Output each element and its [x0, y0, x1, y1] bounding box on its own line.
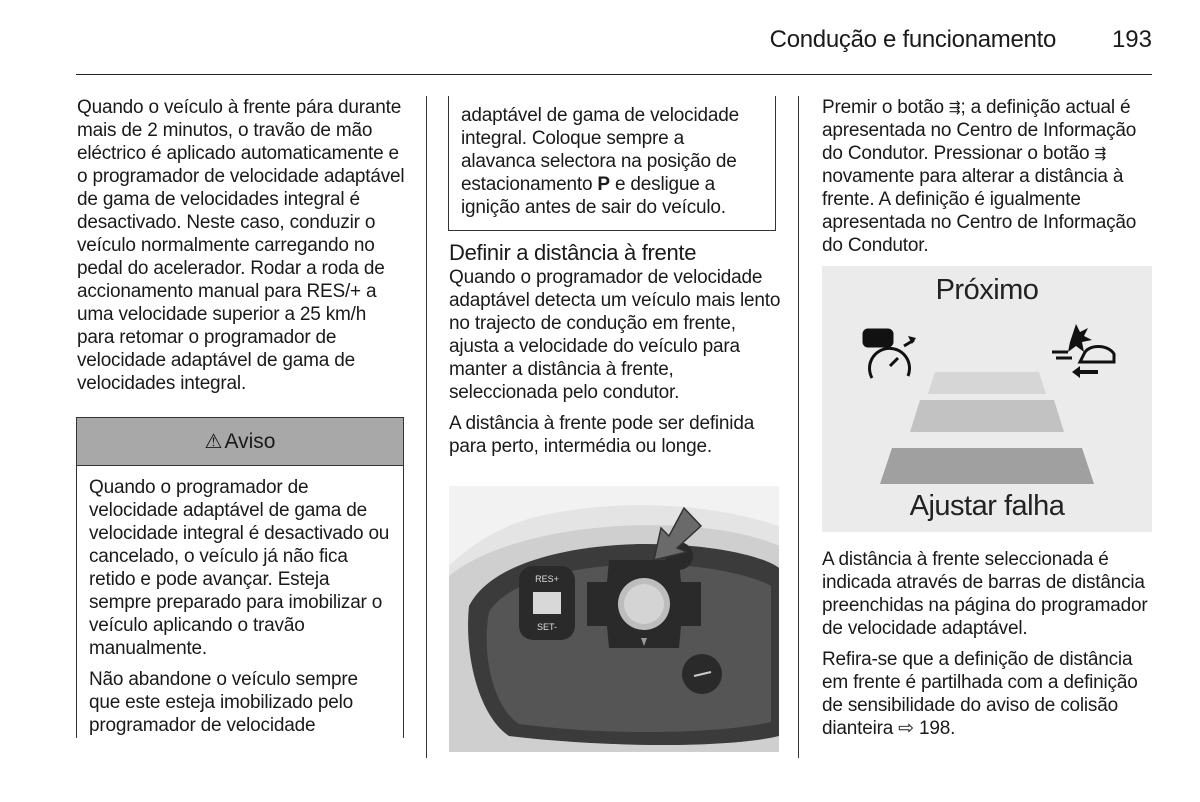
warning-heading: Aviso — [224, 429, 276, 453]
page-reference-arrow-icon: ⇨ — [898, 718, 919, 739]
driver-info-display — [822, 266, 1152, 532]
page-header-title: Condução e funcionamento — [769, 26, 1056, 53]
car-gauge-icon — [864, 330, 916, 378]
warning-header — [77, 418, 403, 466]
column-divider-1 — [426, 96, 427, 758]
warning-body — [77, 466, 403, 737]
col3-p3-text: Refira-se que a definição de distância em frente é partilhada com a definição de sensibilidade do aviso de colisão dianteira — [822, 649, 1138, 739]
warning-box — [76, 417, 404, 738]
section-body — [449, 266, 781, 466]
distance-button-icon: ⇶ — [948, 99, 961, 115]
col1-paragraph: Quando o veículo à frente pára durante mais de 2 minutos, o travão de mão eléctrico é aplicado automaticamente e o programador de velocidade adaptável de gama de velocidades integral é desactivado. Neste caso, conduzir o veículo normalmente carregando no pedal do acelerador. Rodar a roda de accionamento manual para RES/+ a uma velocidade superior a 25 km/h para retomar o programador de velocidade adaptável de gama de velocidades integral. — [77, 97, 405, 394]
column-3-lower-text — [822, 548, 1154, 748]
distance-button-icon-2: ⇶ — [1094, 145, 1106, 161]
page-reference: 198. — [918, 718, 956, 739]
warning-paragraph-2: Não abandone o veículo sempre que este esteja imobilizado pelo programador de velocidade — [89, 669, 358, 736]
cont-text-bold: P — [597, 174, 610, 195]
set-label: SET- — [536, 622, 558, 632]
col3-text-a: Premir o botão — [822, 97, 949, 118]
res-label: RES+ — [535, 574, 559, 584]
collision-warning-icon — [1052, 324, 1114, 378]
distance-bar-2 — [910, 400, 1064, 432]
section-paragraph-1: Quando o programador de velocidade adaptável detecta um veículo mais lento no trajecto de condução em frente, ajusta a velocidade do veículo para manter a distância à frente, seleccionada pelo condutor. — [449, 267, 781, 403]
column-1-text — [77, 96, 407, 395]
cont-text-before: adaptável de gama de velocidade integral. Coloque sempre a alavanca selectora na posição de estacionamento — [461, 105, 739, 195]
col3-paragraph-3 — [822, 648, 1154, 740]
column-3-text — [822, 96, 1154, 257]
col3-paragraph-2: A distância à frente seleccionada é indicada através de barras de distância preenchidas na página do programador de velocidade adaptável. — [822, 549, 1148, 639]
col3-text-b: ; a definição actual é apresentada no Centro de Informação do Condutor. Pressionar o botão — [822, 97, 1137, 164]
display-bottom-label: Ajustar falha — [909, 490, 1065, 522]
col3-text-c: novamente para alterar a distância à frente. A definição é igualmente apresentada no Centro de Informação do Condutor. — [822, 166, 1137, 256]
section-paragraph-2: A distância à frente pode ser definida para perto, intermédia ou longe. — [449, 413, 755, 457]
warning-continuation-box — [448, 96, 776, 231]
steering-wheel-photo — [449, 486, 779, 752]
header-divider — [76, 74, 1152, 75]
cont-text-after: e desligue a ignição antes de sair do veículo. — [461, 174, 726, 218]
distance-bar-1 — [928, 372, 1046, 394]
section-heading: Definir a distância à frente — [449, 240, 697, 265]
warning-continuation-text — [449, 96, 775, 219]
warning-triangle-icon: ⚠ — [204, 431, 223, 453]
warning-paragraph-1: Quando o programador de velocidade adaptável de gama de velocidade integral é desactivado ou cancelado, o veículo já não fica retido e pode avançar. Esteja sempre preparado para imobilizar o veículo aplicando o travão manualmente. — [89, 477, 390, 659]
page-number: 193 — [1111, 26, 1152, 53]
distance-bar-3 — [880, 448, 1094, 484]
display-top-label: Próximo — [935, 274, 1039, 306]
column-divider-2 — [798, 96, 799, 758]
